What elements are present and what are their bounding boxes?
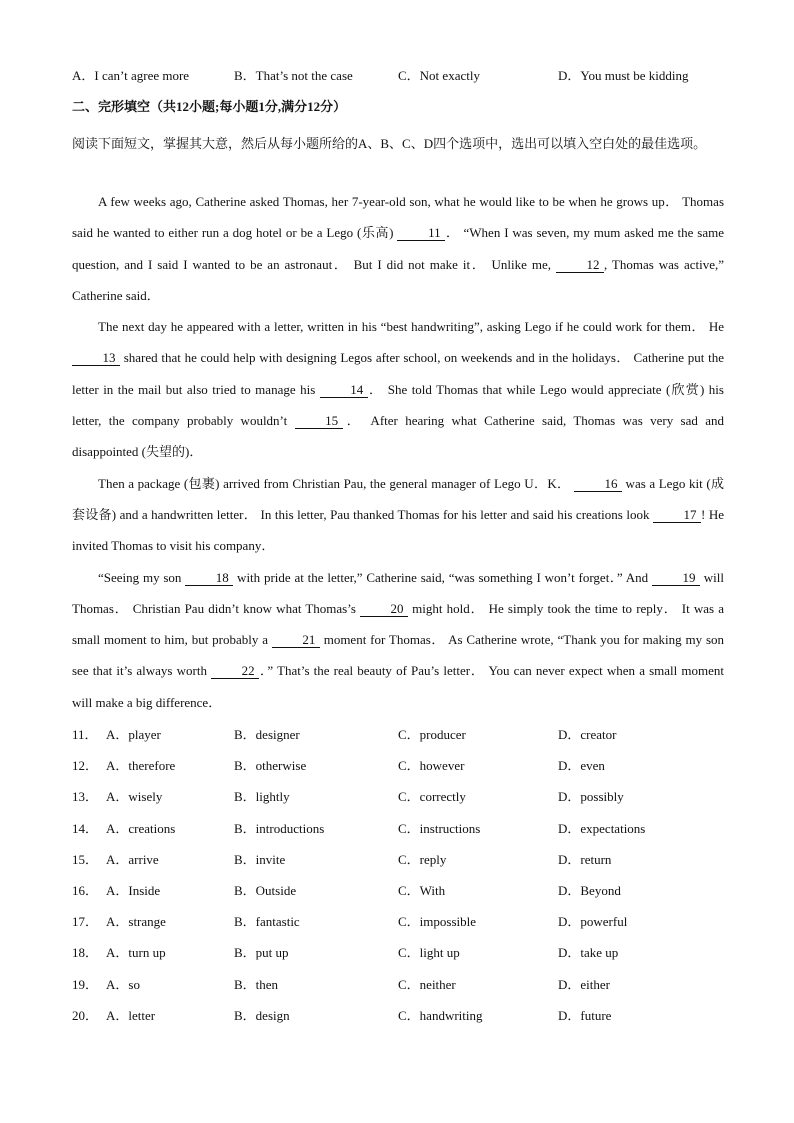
blank-12: 12 (556, 258, 604, 273)
option-b: B．That’s not the case (234, 68, 353, 83)
question-number: 14． (72, 820, 99, 836)
choice-c: C．impossible (398, 914, 477, 930)
choice-d: D．Beyond (558, 882, 621, 898)
section-instructions: 阅读下面短文，掌握其大意，然后从每小题所给的A、B、C、D四个选项中，选出可以填入空白处的最佳选项。 (72, 136, 707, 151)
section-heading: 二、完形填空（共12小题;每小题1分,满分12分） (72, 99, 347, 114)
choice-b: B．design (234, 1007, 290, 1023)
choice-c: C．instructions (398, 820, 481, 836)
question-number: 11． (72, 727, 98, 742)
question-row (72, 782, 732, 813)
choice-c: C．however (398, 758, 465, 774)
blank-15: 15 (295, 414, 343, 429)
question-number: 20． (72, 1007, 99, 1023)
choice-a: A．Inside (106, 882, 161, 898)
choice-a: A．turn up (106, 945, 166, 961)
choice-c: C．reply (398, 851, 447, 867)
option-d: D．You must be kidding (558, 68, 689, 83)
paragraph-1: A few weeks ago, Catherine asked Thomas, her 7-year-old son, what he would like to be when he grows up． Thomas said he wanted to either run a dog hotel or be a Lego (乐高) 11 ． “When I was seven, my mum asked me the same question, and I said I wanted to be an astronaut． But I did not make it． Unlike me, 12 , Thomas was active,” Catherine said． (72, 194, 724, 303)
blank-13: 13 (72, 351, 120, 366)
choice-b: B．lightly (234, 789, 290, 805)
choice-c: C．handwriting (398, 1007, 483, 1023)
question-row (72, 876, 732, 907)
choice-b: B．designer (234, 727, 300, 742)
choice-d: D．expectations (558, 820, 646, 836)
choice-b: B．Outside (234, 882, 297, 898)
choice-a: A．wisely (106, 789, 163, 805)
choice-a: A．strange (106, 914, 166, 930)
question-number: 18． (72, 945, 99, 961)
blank-21: 21 (272, 633, 320, 648)
choice-d: D．creator (558, 727, 617, 742)
question-row (72, 1001, 732, 1032)
choice-a: A．therefore (106, 758, 176, 774)
paragraph-2: The next day he appeared with a letter, written in his “best handwriting”, asking Lego if he could work for them． He 13 shared that he could help with designing Legos after school, on weekends and in the holidays． Catherine put the letter in the mail but also tried to manage his 14 ． She told Thomas that while Lego would appreciate (欣赏) his letter, the company probably wouldn’t 15 ． After hearing what Catherine said, Thomas was very sad and disappointed (失望的)． (72, 319, 724, 460)
choice-c: C．producer (398, 727, 466, 742)
question-row (72, 907, 732, 938)
choice-d: D．possibly (558, 789, 624, 805)
choice-a: A．creations (106, 820, 176, 836)
choice-b: B．introductions (234, 820, 325, 836)
question-list (72, 720, 732, 1032)
question-row (72, 970, 732, 1001)
paragraph-4: “Seeing my son 18 with pride at the letter,” Catherine said, “was something I won’t forget．” And 19 will Thomas． Christian Pau didn’t know what Thomas’s 20 might hold． He simply took the time to reply． It was a small moment to him, but probably a 21 moment for Thomas． As Catherine wrote, “Thank you for making my son see that it’s always worth 22 ．” That’s the real beauty of Pau’s letter． You can never expect when a small moment will make a big difference． (72, 569, 724, 710)
question-number: 17． (72, 914, 99, 930)
question-number: 16． (72, 882, 99, 898)
choice-d: D．future (558, 1007, 612, 1023)
question-number: 15． (72, 851, 99, 867)
choice-b: B．fantastic (234, 914, 300, 930)
blank-14: 14 (320, 383, 368, 398)
choice-d: D．either (558, 976, 610, 992)
blank-19: 19 (652, 571, 700, 586)
blank-17: 17 (653, 508, 701, 523)
choice-b: B．put up (234, 945, 289, 961)
choice-a: A．arrive (106, 851, 159, 867)
blank-18: 18 (185, 571, 233, 586)
choice-c: C．light up (398, 945, 460, 961)
choice-c: C．correctly (398, 789, 466, 805)
paragraph-3: Then a package (包裹) arrived from Christian Pau, the general manager of Lego U．K． 16 was a Lego kit (成套设备) and a handwritten letter． In this letter, Pau thanked Thomas for his letter and said his creations look 17 ! He invited Thomas to visit his company． (72, 475, 724, 554)
blank-22: 22 (211, 664, 259, 679)
option-c: C．Not exactly (398, 68, 480, 83)
question-row (72, 938, 732, 969)
choice-d: D．take up (558, 945, 619, 961)
choice-d: D．even (558, 758, 605, 774)
blank-20: 20 (360, 602, 408, 617)
choice-a: A．letter (106, 1007, 156, 1023)
blank-11: 11 (397, 226, 445, 241)
blank-16: 16 (574, 477, 622, 492)
choice-a: A．player (106, 727, 161, 742)
cloze-passage (72, 186, 724, 718)
question-number: 13． (72, 789, 99, 805)
choice-b: B．then (234, 976, 279, 992)
choice-b: B．invite (234, 851, 286, 867)
choice-d: D．powerful (558, 914, 628, 930)
question-row (72, 720, 732, 751)
question-number: 12． (72, 758, 99, 774)
option-a: A．I can’t agree more (72, 68, 190, 83)
choice-c: C．With (398, 882, 446, 898)
question-row (72, 845, 732, 876)
question-row (72, 814, 732, 845)
question-row (72, 751, 732, 782)
choice-a: A．so (106, 976, 140, 992)
question-number: 19． (72, 976, 99, 992)
choice-b: B．otherwise (234, 758, 307, 774)
choice-c: C．neither (398, 976, 456, 992)
choice-d: D．return (558, 851, 612, 867)
